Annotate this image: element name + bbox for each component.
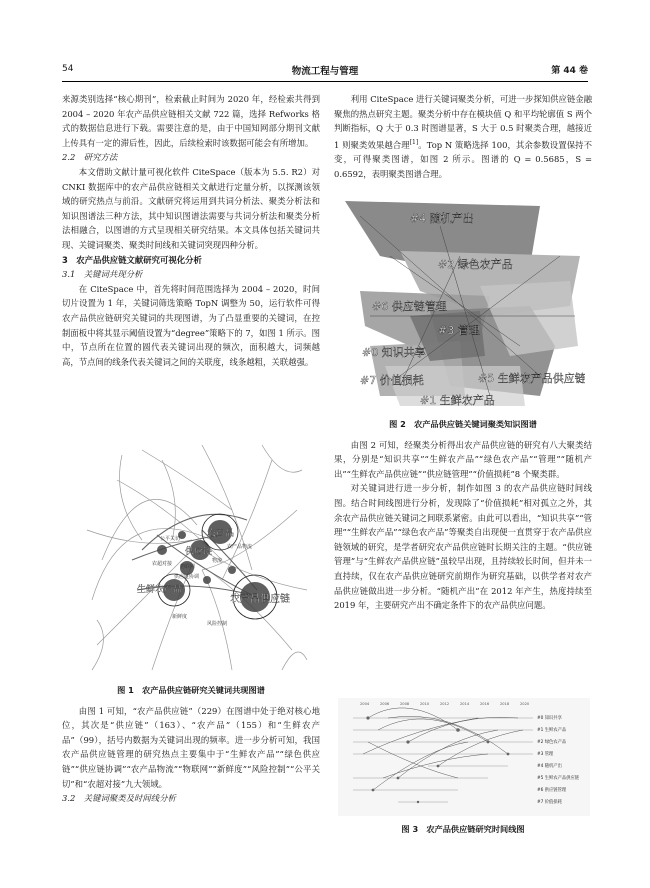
figure-3-caption: 图 3 农产品供应链研究时间线图 (401, 824, 525, 834)
fig1-label: 供应链协调 (174, 574, 200, 580)
fig1-label: 新鲜度 (172, 614, 188, 620)
fig1-label: 风险控制 (207, 621, 228, 627)
paragraph: 由图 2 可知，经聚类分析得出农产品供应链的研究有八大聚类结果，分别是“知识共享”“生鲜农产品”“绿色农产品”“管理”“随机产出”“生鲜农产品供应链”“供应链管理”“价值损耗”8 个聚类群。 (334, 439, 592, 479)
timeline-cluster-label: #5 生鲜农产品供应链 (537, 776, 580, 781)
cluster-label: #3 管理 (438, 324, 480, 337)
year-label: 2012 (440, 702, 450, 706)
fig1-label: 生鲜农产品 (137, 585, 183, 595)
fig1-label: 农产品供应链 (230, 594, 290, 605)
year-label: 2008 (400, 702, 410, 706)
paragraph: 由图 1 可知，“农产品供应链”（229）在图谱中处于绝对核心地位，其次是“供应链”（163）、“农产品”（155）和“生鲜农产品”（99），括号内数据为关键词出现的频率。进一步分析可知，我国农产品供应链管理的研究热点主要集中于“生鲜农产品”“绿色供应链”“供应链协调”“农产品物流”“物联网”“新鲜度”“风险控制”“公平关切”和“农超对接”九大领域。 (62, 705, 320, 789)
figure-1-cooccurrence-map (82, 440, 312, 675)
figure-2-caption: 图 2 农产品供应链关键词聚类知识图谱 (389, 419, 537, 429)
cluster-label: #6 供应链管理 (372, 300, 447, 313)
paragraph: 在 CiteSpace 中，首先将时间范围选择为 2004 – 2020，时间切片设置为 1 年，关键词筛选策略 TopN 调整为 50，运行软件可得农产品供应链研究关键词的共现图谱，为了凸显重要的关键词，在控制面板中将其显示阈值设置为“degree”策略下的 7，如图 1 所示。图中，节点所在位置的圆代表关键词出现的频次，面积越大，词频越高，节点间的线条代表关键词之间的关联度，线条越粗，关联越强。 (62, 283, 320, 367)
journal-title: 物流工程与管理 (291, 66, 359, 77)
section-heading-3-1: 3.1 关键词共现分析 (62, 269, 143, 280)
left-column-lower (62, 683, 320, 806)
timeline-cluster-label: #3 管理 (537, 752, 554, 757)
right-column (334, 92, 592, 181)
figure-3-timeline (338, 698, 590, 816)
timeline-cluster-label: #4 随机产出 (537, 764, 562, 769)
cluster-label: #5 生鲜农产品供应链 (478, 372, 585, 385)
left-column (62, 92, 320, 369)
timeline-cluster-label: #2 绿色农产品 (537, 740, 567, 745)
cluster-label: #0 知识共享 (362, 346, 426, 359)
figure-2-cluster-map (340, 196, 585, 411)
year-label: 2014 (460, 702, 470, 706)
year-label: 2010 (420, 702, 430, 706)
paragraph: 来源类别选择“核心期刊”，检索截止时间为 2020 年，经检索共得到 2004 – 2020 年农产品供应链相关文献 722 篇，选择 Refworks 格式的数据信息进行下载。需要注意的是，由于中国知网部分期刊文献上传具有一定的滞后性，因此，后续检索时该数据可能会有所增加。 (62, 94, 320, 148)
timeline-cluster-label: #0 知识共享 (537, 716, 562, 721)
volume: 第 44 卷 (551, 66, 588, 76)
running-header (62, 62, 588, 78)
figure-1-caption: 图 1 农产品供应链研究关键词共现图谱 (117, 685, 265, 695)
timeline-cluster-label: #1 生鲜农产品 (537, 728, 567, 733)
year-label: 2006 (380, 702, 390, 706)
fig1-label: 物流 (212, 558, 223, 564)
fig1-label: 物联网 (180, 564, 196, 570)
right-column-lower (334, 417, 592, 613)
year-label: 2016 (480, 702, 490, 706)
section-heading-2-2: 2.2 研究方法 (62, 152, 118, 163)
cluster-label: #4 随机产出 (410, 212, 474, 225)
cluster-label: #2 绿色农产品 (438, 258, 513, 271)
page-number: 54 (62, 64, 74, 74)
fig1-label: 公平关切 (160, 536, 181, 542)
paragraph: 本文借助文献计量可视化软件 CiteSpace（版本为 5.5. R2）对 CNKI 数据库中的农产品供应链相关文献进行定量分析，以探测该领域的研究热点与前沿。文献研究将运用到共词分析法、聚类分析法和知识图谱法三种方法，其中知识图谱法需要与共词分析法和聚类分析法相融合，以图谱的方式呈现相关研究结果。本文具体包括关键词共现、关键词聚类、聚类时间线和关键词突现四种分析。 (62, 166, 320, 250)
header-rule (62, 81, 588, 82)
paragraph: 对关键词进行进一步分析，制作如图 3 的农产品供应链时间线图。结合时间线图进行分析，发现除了“价值损耗”相对孤立之外，其余农产品供应链关键词之间联系紧密。由此可以看出，“知识共享”“管理”“生鲜农产品”“绿色农产品”等聚类自出现便一直贯穿于农产品供应链领域的研究，是学者研究农产品供应链时长期关注的主题。“供应链管理”与“生鲜农产品供应链”虽较早出现，且持续较长时间，但并未一直持续，仅在农产品供应链研究前期作为研究基础，以供学者对农产品供应链做出进一步分析。“随机产出”在 2012 年产生，热度持续至 2019 年，主要研究产出不确定条件下的农产品供应问题。 (334, 483, 592, 611)
figure-3-caption-wrap (334, 822, 592, 837)
timeline-cluster-label: #7 价值损耗 (537, 800, 562, 805)
year-label: 2018 (500, 702, 510, 706)
fig1-label: 供应链 (185, 547, 213, 557)
cluster-label: #7 价值损耗 (360, 374, 424, 387)
section-heading-3-2: 3.2 关键词聚类及时间线分析 (62, 793, 176, 804)
timeline-cluster-label: #6 供应链管理 (537, 788, 567, 793)
fig1-label: 农产品 (207, 529, 235, 539)
fig1-label: 农产品物流 (227, 544, 253, 550)
paragraph: 利用 CiteSpace 进行关键词聚类分析，可进一步探知供应链金融聚焦的热点研究主题。聚类分析中存在模块值 Q 和平均轮廓值 S 两个判断指标，Q 大于 0.3 时图谱显著，S 大于 0.5 时聚类合理，越接近 1 则聚类效果越合理[1]。Top N 策略选择 100，其余参数设置保持不变，可得聚类图谱，如图 2 所示。图谱的 Q = 0.5685，S = 0.6592，表明聚类图谱合理。 (334, 94, 592, 179)
year-label: 2020 (520, 702, 530, 706)
fig1-label: 农超对接 (152, 561, 173, 567)
year-label: 2004 (360, 702, 370, 706)
cluster-label: #1 生鲜农产品 (420, 394, 495, 407)
section-heading-3: 3 农产品供应链文献研究可视化分析 (62, 254, 202, 265)
